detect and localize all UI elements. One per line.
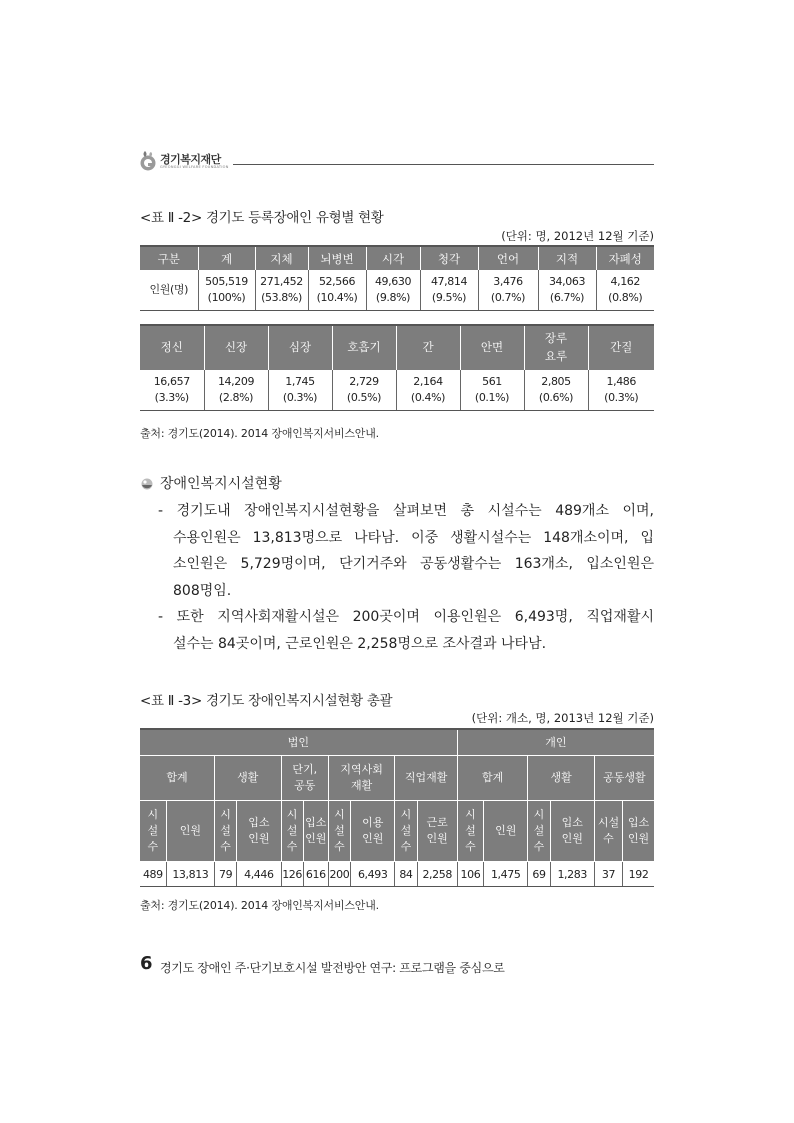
table-cell: 2,164 (0.4%) bbox=[396, 370, 460, 411]
col-header: 언어 bbox=[478, 246, 538, 270]
table-cell: 126 bbox=[281, 862, 303, 887]
table-cell: 52,566 (10.4%) bbox=[308, 270, 366, 311]
table-cell: 13,813 bbox=[166, 862, 214, 887]
table-cell: 192 bbox=[623, 862, 654, 887]
table-cell: 616 bbox=[303, 862, 328, 887]
paragraph-line: 소인원은 5,729명이며, 단기거주와 공동생활수는 163개소, 입소인원은 bbox=[173, 556, 654, 572]
col-header: 공동생활 bbox=[594, 756, 654, 801]
table-cell: 4,162 (0.8%) bbox=[596, 270, 654, 311]
table-cell: 4,446 bbox=[237, 862, 281, 887]
col-header: 단기, 공동 bbox=[281, 756, 328, 801]
table3-caption: <표 Ⅱ -3> 경기도 장애인복지시설현황 총괄 bbox=[140, 693, 393, 709]
table-cell: 69 bbox=[528, 862, 550, 887]
table3-source: 출처: 경기도(2014). 2014 장애인복지서비스안내. bbox=[140, 899, 379, 912]
sub-header: 입소 인원 bbox=[303, 801, 328, 862]
group-header-corporate: 법인 bbox=[140, 729, 457, 756]
col-header: 자폐성 bbox=[596, 246, 654, 270]
col-header: 정신 bbox=[140, 325, 204, 370]
table-cell: 2,805 (0.6%) bbox=[524, 370, 588, 411]
sub-header: 인원 bbox=[484, 801, 528, 862]
col-header: 시각 bbox=[366, 246, 420, 270]
col-header: 장루 요루 bbox=[524, 325, 588, 370]
col-header: 지적 bbox=[538, 246, 596, 270]
table-cell: 1,283 bbox=[550, 862, 594, 887]
table-cell: 47,814 (9.5%) bbox=[420, 270, 478, 311]
col-header: 청각 bbox=[420, 246, 478, 270]
col-header: 생활 bbox=[528, 756, 594, 801]
col-header: 합계 bbox=[457, 756, 528, 801]
table-cell: 49,630 (9.8%) bbox=[366, 270, 420, 311]
paragraph-line: 수용인원은 13,813명으로 나타남. 이중 생활시설수는 148개소이며, 입 bbox=[173, 529, 654, 546]
table-cell: 271,452 (53.8%) bbox=[255, 270, 308, 311]
col-header: 직업재활 bbox=[395, 756, 458, 801]
table-cell: 3,476 (0.7%) bbox=[478, 270, 538, 311]
sub-header: 입소 인원 bbox=[237, 801, 281, 862]
paragraph-facilities bbox=[158, 498, 654, 657]
sub-header: 시 설 수 bbox=[395, 801, 417, 862]
col-header: 뇌병변 bbox=[308, 246, 366, 270]
col-header: 간질 bbox=[588, 325, 654, 370]
section-bullet-icon bbox=[140, 476, 154, 490]
paragraph-line: 설수는 84곳이며, 근로인원은 2,258명으로 조사결과 나타남. bbox=[173, 635, 547, 652]
table-cell: 489 bbox=[140, 862, 166, 887]
table-cell: 37 bbox=[594, 862, 622, 887]
sub-header: 이용 인원 bbox=[351, 801, 395, 862]
sub-header: 시 설 수 bbox=[457, 801, 483, 862]
group-header-individual: 개인 bbox=[457, 729, 654, 756]
col-header: 합계 bbox=[140, 756, 215, 801]
col-header: 지역사회 재활 bbox=[328, 756, 394, 801]
paragraph-line: - 또한 지역사회재활시설은 200곳이며 이용인원은 6,493명, 직업재활시 bbox=[158, 609, 654, 625]
table1-unit: (단위: 명, 2012년 12월 기준) bbox=[501, 229, 654, 243]
org-subtitle: GYEONGGI WELFARE FOUNDATION bbox=[160, 165, 229, 169]
running-footer-title: 경기도 장애인 주·단기보호시설 발전방안 연구: 프로그램을 중심으로 bbox=[160, 961, 505, 975]
sub-header: 입소 인원 bbox=[550, 801, 594, 862]
table-cell: 200 bbox=[328, 862, 350, 887]
table3-unit: (단위: 개소, 명, 2013년 12월 기준) bbox=[471, 711, 654, 725]
table-cell: 2,258 bbox=[417, 862, 457, 887]
header-rule bbox=[233, 164, 654, 165]
col-header: 신장 bbox=[204, 325, 268, 370]
table-cell: 106 bbox=[457, 862, 483, 887]
disabled-by-type-table-part1 bbox=[140, 245, 654, 311]
sub-header: 시 설 수 bbox=[328, 801, 350, 862]
table-cell: 2,729 (0.5%) bbox=[332, 370, 396, 411]
org-logo bbox=[138, 148, 238, 174]
col-header: 계 bbox=[198, 246, 255, 270]
col-header: 생활 bbox=[215, 756, 281, 801]
table-cell: 14,209 (2.8%) bbox=[204, 370, 268, 411]
table-cell: 1,486 (0.3%) bbox=[588, 370, 654, 411]
col-header: 안면 bbox=[460, 325, 524, 370]
sub-header: 시설 수 bbox=[594, 801, 622, 862]
table-cell: 16,657 (3.3%) bbox=[140, 370, 204, 411]
table-cell: 561 (0.1%) bbox=[460, 370, 524, 411]
page-number: 6 bbox=[140, 953, 153, 974]
table1-caption: <표 Ⅱ -2> 경기도 등록장애인 유형별 현황 bbox=[140, 210, 384, 226]
col-header: 간 bbox=[396, 325, 460, 370]
sub-header: 시 설 수 bbox=[215, 801, 237, 862]
row-label: 인원(명) bbox=[140, 270, 198, 311]
logo-mark-icon bbox=[138, 150, 158, 172]
col-header: 지체 bbox=[255, 246, 308, 270]
table1-source: 출처: 경기도(2014). 2014 장애인복지서비스안내. bbox=[140, 427, 379, 440]
table-cell: 505,519 (100%) bbox=[198, 270, 255, 311]
disabled-by-type-table-part2 bbox=[140, 324, 654, 411]
table-cell: 1,475 bbox=[484, 862, 528, 887]
sub-header: 입소 인원 bbox=[623, 801, 654, 862]
table-cell: 1,745 (0.3%) bbox=[268, 370, 332, 411]
sub-header: 인원 bbox=[166, 801, 214, 862]
paragraph-line: 808명임. bbox=[173, 582, 232, 599]
table-cell: 34,063 (6.7%) bbox=[538, 270, 596, 311]
facility-summary-table bbox=[140, 728, 654, 887]
paragraph-line: - 경기도내 장애인복지시설현황을 살펴보면 총 시설수는 489개소 이며, bbox=[158, 503, 654, 519]
sub-header: 근로 인원 bbox=[417, 801, 457, 862]
sub-header: 시 설 수 bbox=[281, 801, 303, 862]
sub-header: 시 설 수 bbox=[528, 801, 550, 862]
table-cell: 79 bbox=[215, 862, 237, 887]
sub-header: 시 설 수 bbox=[140, 801, 166, 862]
table-cell: 84 bbox=[395, 862, 417, 887]
col-header: 심장 bbox=[268, 325, 332, 370]
col-header: 호흡기 bbox=[332, 325, 396, 370]
table-cell: 6,493 bbox=[351, 862, 395, 887]
section-title: 장애인복지시설현황 bbox=[160, 476, 282, 492]
col-header: 구분 bbox=[140, 246, 198, 270]
org-name: 경기복지재단 bbox=[160, 153, 221, 166]
